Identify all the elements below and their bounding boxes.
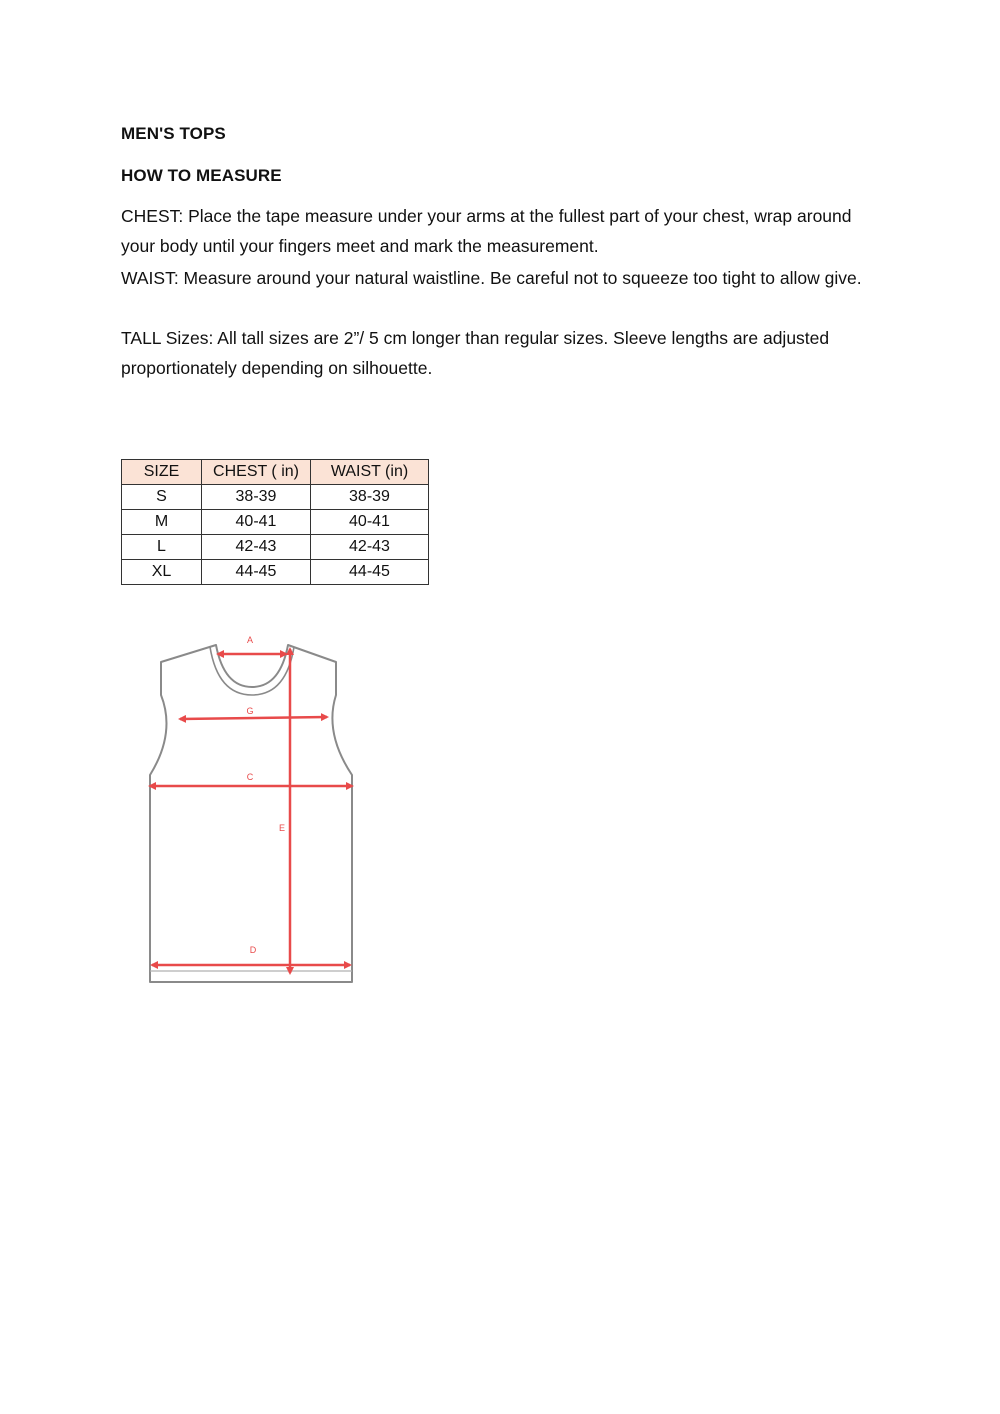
cell-size: M: [122, 510, 202, 535]
label-d: D: [249, 945, 257, 955]
cell-chest: 40-41: [202, 510, 311, 535]
table-row: [122, 535, 429, 560]
cell-waist: 38-39: [311, 485, 429, 510]
label-c: C: [246, 772, 254, 782]
tall-sizes-note: TALL Sizes: All tall sizes are 2”/ 5 cm longer than regular sizes. Sleeve lengths are adjusted proportionately depending on silhouette.: [121, 328, 830, 378]
table-header-row: [122, 460, 429, 485]
table-row: [122, 485, 429, 510]
section-heading: HOW TO MEASURE: [121, 166, 282, 185]
header-chest: CHEST ( in): [202, 460, 311, 485]
cell-waist: 42-43: [311, 535, 429, 560]
label-e: E: [278, 823, 286, 833]
cell-chest: 38-39: [202, 485, 311, 510]
cell-waist: 44-45: [311, 560, 429, 585]
waist-instructions: WAIST: Measure around your natural waistline. Be careful not to squeeze too tight to allow give.: [121, 268, 862, 288]
cell-size: S: [122, 485, 202, 510]
table-row: [122, 510, 429, 535]
header-waist: WAIST (in): [311, 460, 429, 485]
cell-chest: 44-45: [202, 560, 311, 585]
table-row: [122, 560, 429, 585]
label-g: G: [246, 706, 254, 716]
cell-waist: 40-41: [311, 510, 429, 535]
cell-size: L: [122, 535, 202, 560]
label-a: A: [246, 635, 254, 645]
header-size: SIZE: [122, 460, 202, 485]
cell-size: XL: [122, 560, 202, 585]
chest-instructions: CHEST: Place the tape measure under your arms at the fullest part of your chest, wrap around your body until your fingers meet and mark the measurement.: [121, 206, 852, 256]
cell-chest: 42-43: [202, 535, 311, 560]
page-title: MEN'S TOPS: [121, 124, 226, 143]
size-chart-table: [121, 459, 429, 585]
tank-top-measurement-diagram: [120, 625, 382, 995]
